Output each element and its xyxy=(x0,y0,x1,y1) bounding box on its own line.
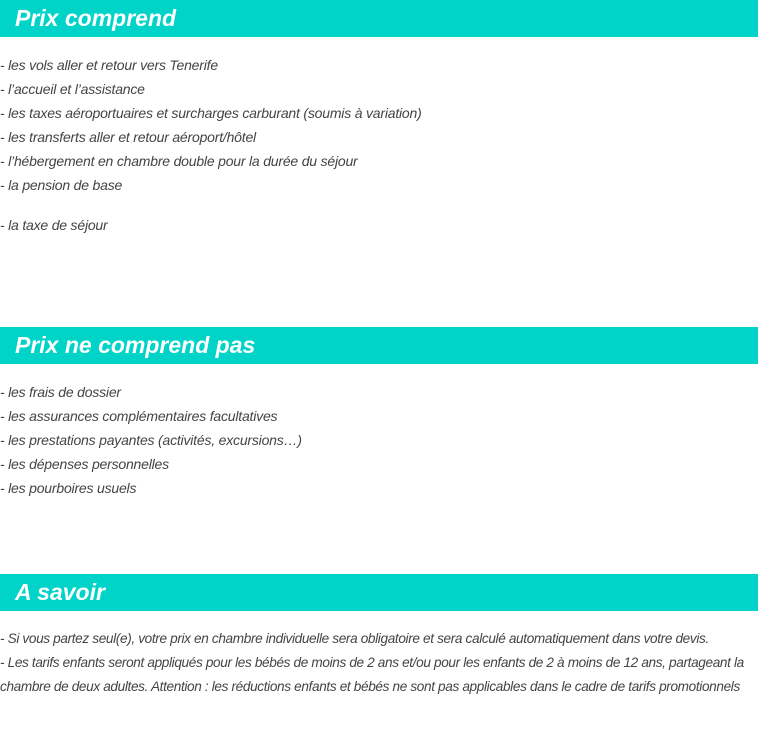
info-text xyxy=(0,627,752,699)
info-paragraph: - Si vous partez seul(e), votre prix en chambre individuelle sera obligatoire et sera calculé automatiquement dans votre devis. xyxy=(0,631,709,646)
list-item: - les prestations payantes (activités, excursions…) xyxy=(0,432,302,448)
section-header-prix-ne-comprend-pas: Prix ne comprend pas xyxy=(0,327,758,364)
included-list xyxy=(0,53,422,237)
list-item: - les transferts aller et retour aéroport/hôtel xyxy=(0,129,256,145)
list-item: - les frais de dossier xyxy=(0,384,121,400)
list-item: - la pension de base xyxy=(0,177,123,193)
list-item: - les pourboires usuels xyxy=(0,480,137,496)
list-item: - les dépenses personnelles xyxy=(0,456,169,472)
info-paragraph: - Les tarifs enfants seront appliqués pour les bébés de moins de 2 ans et/ou pour les enfants de 2 à moins de 12 ans, partageant la chambre de deux adultes. Attention : les réductions enfants et bébés ne sont pas applicables dans le cadre de tarifs promotionnels xyxy=(0,655,744,694)
section-header-prix-comprend: Prix comprend xyxy=(0,0,758,37)
list-item: - les vols aller et retour vers Tenerife xyxy=(0,57,218,73)
list-item: - l’accueil et l’assistance xyxy=(0,81,145,97)
section-header-a-savoir: A savoir xyxy=(0,574,758,611)
excluded-list xyxy=(0,380,302,500)
list-item: - la taxe de séjour xyxy=(0,217,108,233)
list-item: - les taxes aéroportuaires et surcharges carburant (soumis à variation) xyxy=(0,105,422,121)
list-item: - l’hébergement en chambre double pour la durée du séjour xyxy=(0,153,358,169)
list-item: - les assurances complémentaires facultatives xyxy=(0,408,278,424)
